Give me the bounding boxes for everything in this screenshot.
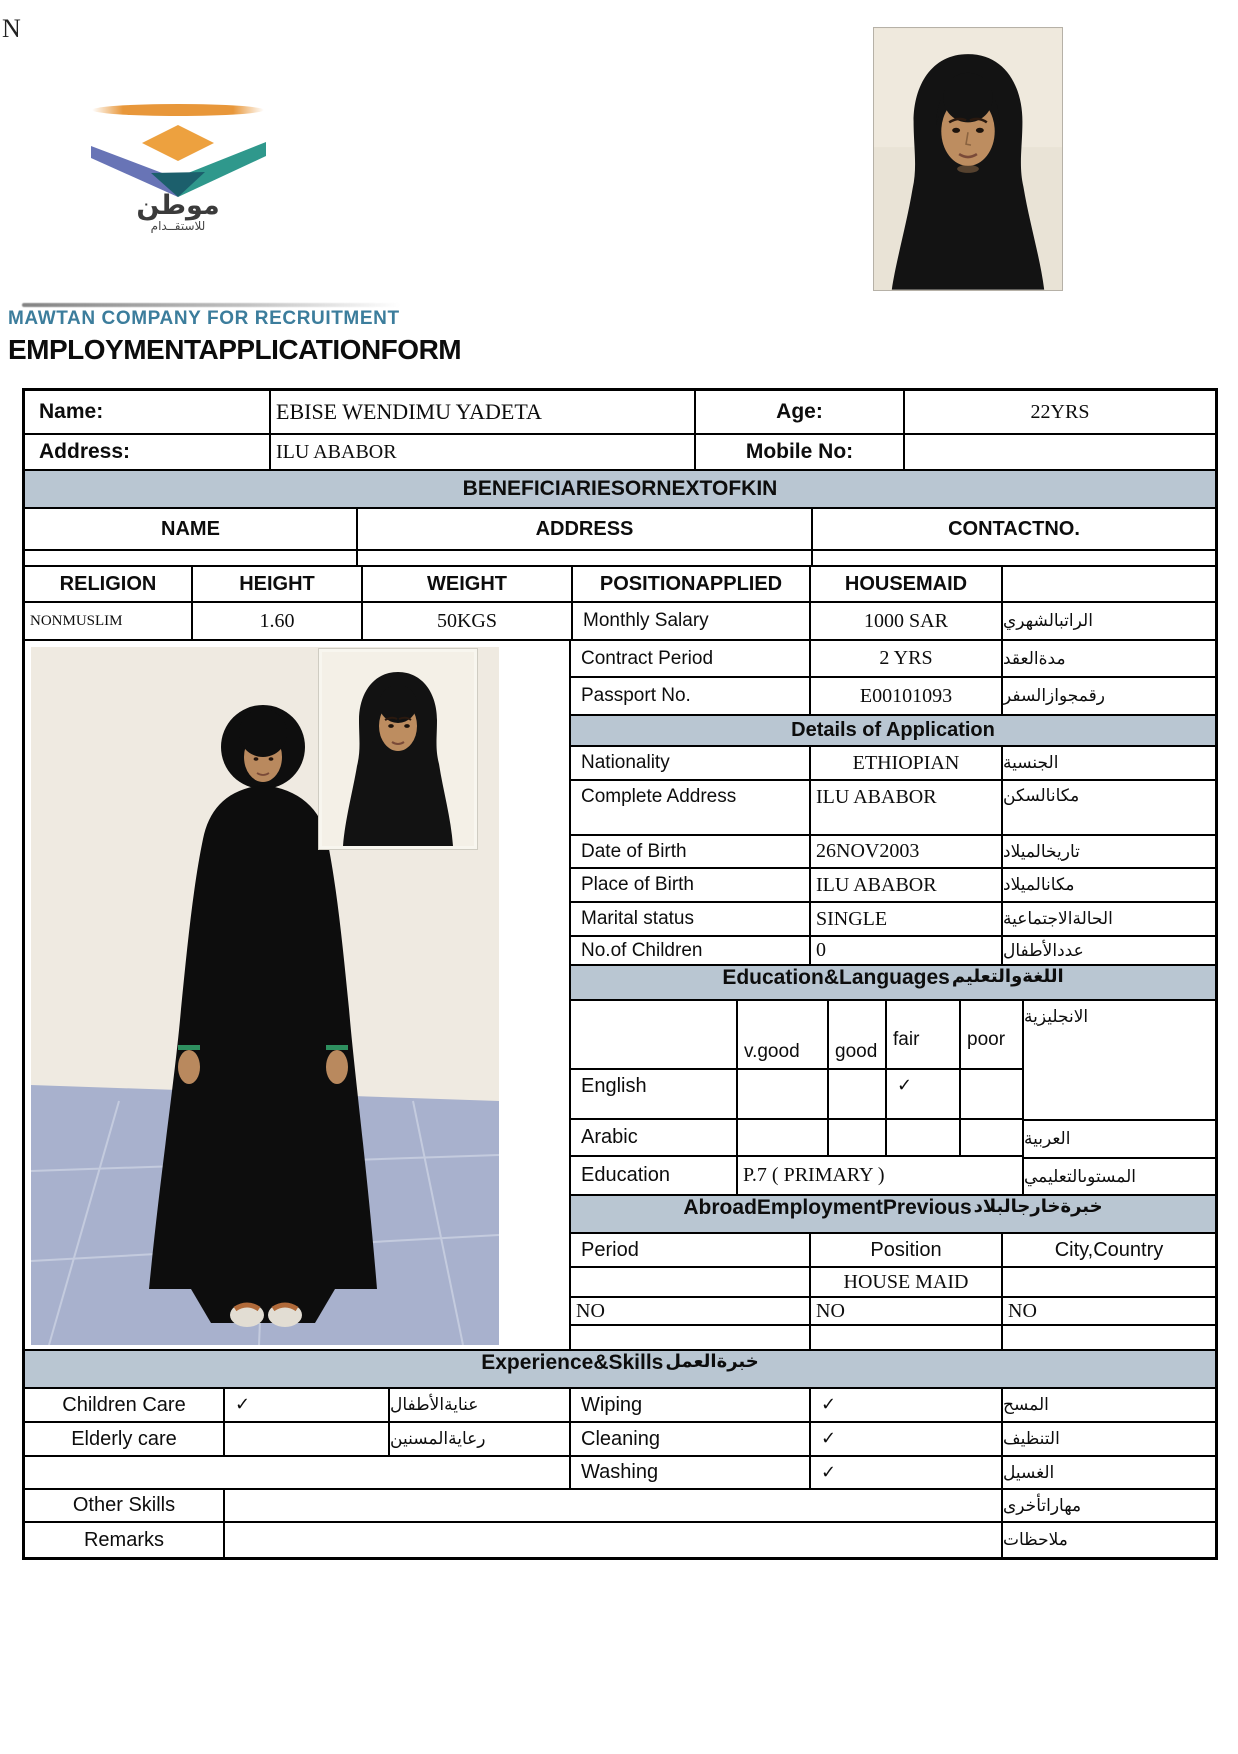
elderly-care-arabic: رعايةالمسنين: [390, 1423, 571, 1455]
physical-header-row: [25, 567, 1215, 603]
elderly-care-label: Elderly care: [25, 1423, 225, 1455]
children-value: 0: [811, 937, 1003, 964]
abroad-row-1: [571, 1268, 1215, 1298]
education-languages-header: [571, 966, 1215, 1001]
address-value: ILU ABABOR: [271, 435, 696, 469]
elderly-care-check-cell: [225, 1423, 390, 1455]
applicant-portrait-photo: [873, 27, 1063, 291]
english-row: [571, 1070, 1022, 1119]
english-fair-checkmark-icon: ✓: [887, 1070, 961, 1117]
passport-row: [571, 678, 1215, 716]
name-age-row: [25, 391, 1215, 435]
religion-header: RELIGION: [25, 567, 193, 601]
abroad-position-2: NO: [811, 1298, 1003, 1324]
language-grid-left: [571, 1001, 1024, 1194]
address-mobile-row: [25, 435, 1215, 471]
children-care-label: Children Care: [25, 1389, 225, 1421]
nationality-arabic: الجنسية: [1003, 753, 1059, 773]
city-country-column: City,Country: [1054, 1238, 1164, 1261]
other-skills-label: Other Skills: [25, 1490, 225, 1521]
complete-address-arabic: مكانالسكن: [1003, 786, 1080, 806]
beneficiary-address-cell: [358, 551, 813, 565]
abroad-city-3: [1003, 1326, 1215, 1349]
place-of-birth-arabic: مكانالميلاد: [1003, 875, 1075, 895]
level-fair-header: fair: [887, 1001, 961, 1068]
skills-row-1: [25, 1389, 1215, 1423]
page-corner-mark: N: [2, 14, 21, 43]
beneficiaries-columns-row: [25, 509, 1215, 551]
name-value: EBISE WENDIMU YADETA: [271, 391, 696, 433]
applicant-inset-photo: [319, 649, 477, 849]
name-label: Name:: [25, 391, 271, 433]
monthly-salary-arabic: الراتبالشهري: [1003, 611, 1093, 631]
other-skills-row: [25, 1490, 1215, 1523]
company-logo-icon: [91, 101, 266, 233]
complete-address-label: Complete Address: [571, 781, 811, 834]
date-of-birth-row: [571, 836, 1215, 869]
experience-skills-title: Experience&Skills: [481, 1351, 664, 1374]
arabic-fair-cell: [887, 1120, 961, 1156]
level-good-header: good: [829, 1001, 887, 1068]
address-label: Address:: [25, 435, 271, 469]
arabic-vgood-cell: [738, 1120, 829, 1156]
place-of-birth-value: ILU ABABOR: [811, 869, 1003, 901]
contract-period-arabic: مدةالعقد: [1003, 648, 1066, 669]
arabic-row: [571, 1120, 1022, 1158]
remarks-value-cell: [225, 1523, 1003, 1557]
abroad-columns-row: [571, 1234, 1215, 1268]
marital-status-value: SINGLE: [811, 903, 1003, 935]
skills-row-2: [25, 1423, 1215, 1457]
level-poor-header: poor: [967, 1029, 1006, 1050]
period-column: Period: [571, 1234, 811, 1266]
english-arabic: الانجليزية: [1024, 1001, 1215, 1121]
logo-arabic-subtitle: للاستقــدام: [150, 219, 206, 233]
abroad-period-1: [571, 1268, 811, 1296]
height-header: HEIGHT: [193, 567, 363, 601]
monthly-salary-value: 1000 SAR: [811, 603, 1003, 639]
photo-details-region: [25, 641, 1215, 1351]
abroad-row-2: [571, 1298, 1215, 1326]
children-care-checkmark-icon: ✓: [225, 1389, 390, 1421]
experience-skills-header: [25, 1351, 1215, 1389]
beneficiaries-title: BENEFICIARIESORNEXTOFKIN: [25, 471, 1215, 507]
mobile-label: Mobile No:: [696, 435, 905, 469]
education-level-row: [571, 1157, 1022, 1194]
details-of-application-header: [571, 716, 1215, 747]
complete-address-row: [571, 781, 1215, 836]
cleaning-checkmark-icon: ✓: [811, 1423, 1003, 1455]
cleaning-label: Cleaning: [571, 1423, 811, 1455]
company-name-heading: MAWTAN COMPANY FOR RECRUITMENT: [8, 308, 400, 329]
beneficiaries-empty-row: [25, 551, 1215, 567]
english-label: English: [571, 1070, 738, 1117]
marital-status-label: Marital status: [571, 903, 811, 935]
arabic-good-cell: [829, 1120, 887, 1156]
passport-label: Passport No.: [571, 678, 811, 714]
washing-label: Washing: [571, 1457, 811, 1488]
children-care-arabic: عنايةالأطفال: [390, 1389, 571, 1421]
passport-arabic: رقمجوازالسفر: [1003, 686, 1105, 706]
marital-status-row: [571, 903, 1215, 937]
passport-value: E00101093: [811, 678, 1003, 714]
abroad-position-3: [811, 1326, 1003, 1349]
english-poor-cell: [961, 1070, 1022, 1117]
contract-period-row: [571, 641, 1215, 678]
education-value: P.7 ( PRIMARY ): [743, 1164, 885, 1187]
skills-row-3: [25, 1457, 1215, 1490]
wiping-label: Wiping: [571, 1389, 811, 1421]
nationality-label: Nationality: [571, 747, 811, 779]
experience-skills-title-arabic: خبرةالعمل: [665, 1351, 759, 1372]
logo-arabic-title: موطن: [136, 190, 220, 221]
physical-header-spacer: [1003, 567, 1215, 601]
arabic-language-arabic: العربية: [1024, 1121, 1215, 1159]
complete-address-value: ILU ABABOR: [811, 781, 1003, 834]
position-applied-header: POSITIONAPPLIED: [573, 567, 811, 601]
language-grid-arabic-column: [1024, 1001, 1215, 1194]
education-languages-title-arabic: اللغةوالتعليم: [951, 966, 1064, 987]
other-skills-arabic: مهاراتأخرى: [1003, 1495, 1082, 1516]
language-levels-row: [571, 1001, 1022, 1070]
weight-value: 50KGS: [363, 603, 573, 639]
date-of-birth-value: 26NOV2003: [811, 836, 1003, 867]
abroad-row-3: [571, 1326, 1215, 1349]
arabic-language-label: Arabic: [571, 1120, 738, 1156]
abroad-position-1: HOUSE MAID: [811, 1268, 1003, 1296]
application-form-table: [22, 388, 1218, 1560]
details-column: [571, 641, 1215, 1349]
beneficiary-name-cell: [25, 551, 358, 565]
other-skills-value-cell: [225, 1490, 1003, 1521]
children-arabic: عددالأطفال: [1003, 940, 1084, 961]
date-of-birth-arabic: تاريخالميلاد: [1003, 841, 1080, 862]
wiping-checkmark-icon: ✓: [811, 1389, 1003, 1421]
children-label: No.of Children: [571, 937, 811, 964]
cleaning-arabic: التنظيف: [1003, 1429, 1060, 1449]
religion-value: NONMUSLIM: [25, 603, 193, 639]
language-label-spacer: [571, 1001, 738, 1068]
arabic-poor-cell: [961, 1120, 1022, 1156]
marital-status-arabic: الحالةالاجتماعية: [1003, 909, 1113, 929]
wiping-arabic: المسح: [1003, 1395, 1049, 1415]
education-label: Education: [571, 1157, 738, 1194]
contract-period-label: Contract Period: [571, 641, 811, 676]
english-vgood-cell: [738, 1070, 829, 1117]
monthly-salary-label: Monthly Salary: [573, 603, 811, 639]
abroad-employment-header: [571, 1196, 1215, 1234]
contract-period-value: 2 YRS: [811, 641, 1003, 676]
english-good-cell: [829, 1070, 887, 1117]
form-title: EMPLOYMENTAPPLICATIONFORM: [8, 334, 462, 365]
education-languages-title: Education&Languages: [722, 966, 950, 989]
abroad-employment-title: AbroadEmploymentPrevious: [683, 1196, 972, 1219]
abroad-city-1: [1003, 1268, 1215, 1296]
abroad-period-3: [571, 1326, 811, 1349]
washing-checkmark-icon: ✓: [811, 1457, 1003, 1488]
skills-row-3-spacer: [25, 1457, 571, 1488]
washing-arabic: الغسيل: [1003, 1462, 1055, 1483]
abroad-city-2: NO: [1008, 1299, 1037, 1322]
abroad-employment-title-arabic: خبرةخارجالبلاد: [973, 1196, 1103, 1217]
physical-data-row: [25, 603, 1215, 641]
beneficiaries-header-row: [25, 471, 1215, 509]
fullbody-photo-cell: [25, 641, 571, 1349]
details-of-application-title: Details of Application: [571, 716, 1215, 745]
weight-header: WEIGHT: [363, 567, 573, 601]
children-row: [571, 937, 1215, 966]
beneficiary-name-column: NAME: [25, 509, 358, 549]
beneficiary-address-column: ADDRESS: [358, 509, 813, 549]
beneficiary-contact-cell: [813, 551, 1215, 565]
letterhead-divider: [22, 303, 400, 307]
abroad-period-2: NO: [571, 1298, 811, 1324]
position-column: Position: [811, 1234, 1003, 1266]
nationality-row: [571, 747, 1215, 781]
height-value: 1.60: [193, 603, 363, 639]
mobile-value: [905, 435, 1215, 469]
level-vgood-header: v.good: [738, 1001, 829, 1068]
position-applied-value: HOUSEMAID: [811, 567, 1003, 601]
date-of-birth-label: Date of Birth: [571, 836, 811, 867]
language-grid: [571, 1001, 1215, 1196]
place-of-birth-label: Place of Birth: [571, 869, 811, 901]
beneficiary-contact-column: CONTACTNO.: [948, 517, 1080, 540]
age-label: Age:: [696, 391, 905, 433]
remarks-arabic: ملاحظات: [1003, 1530, 1068, 1550]
remarks-row: [25, 1523, 1215, 1557]
company-logo: [91, 101, 266, 233]
age-value: 22YRS: [1030, 400, 1090, 423]
nationality-value: ETHIOPIAN: [811, 747, 1003, 779]
education-arabic: المستوىالتعليمي: [1024, 1166, 1136, 1187]
place-of-birth-row: [571, 869, 1215, 903]
remarks-label: Remarks: [25, 1523, 225, 1557]
